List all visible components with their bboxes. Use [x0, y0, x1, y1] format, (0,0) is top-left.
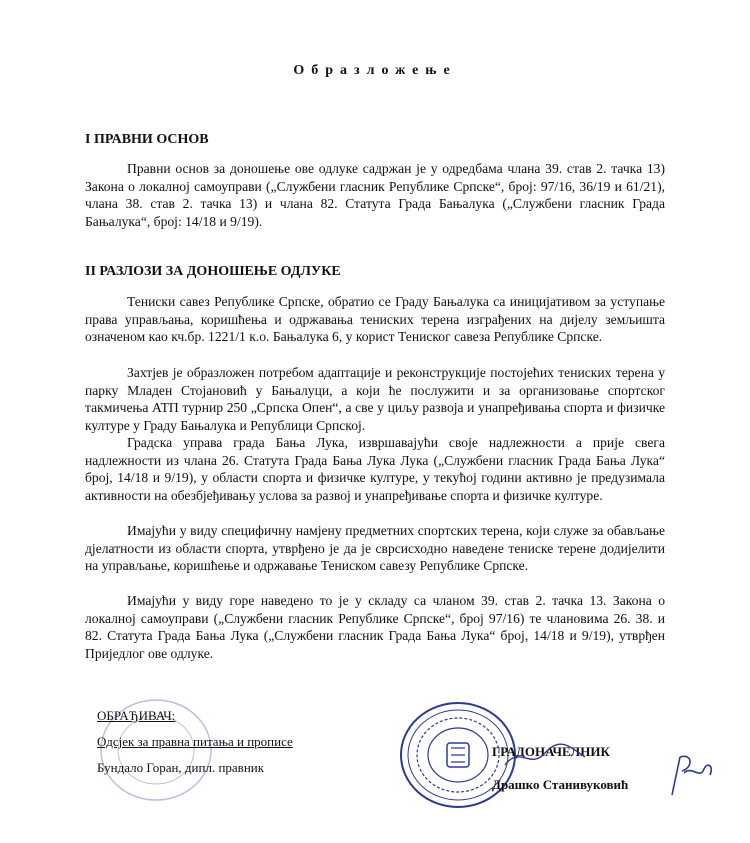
preparer-name: Бундало Горан, дипл. правник: [97, 760, 265, 775]
section-2-paragraph-2: Захтјев је образложен потребом адаптације и реконструкције постојећих тениских терена у парку Младен Стојановић у Бањалуци, а који ће послужити и за организовање спортског такмичења АТП турнир 250 „Српска Опен“, а све у циљу развоја и унапређивања спорта и физичке културе у Граду Бањалука и Републици Српској.: [85, 365, 665, 433]
mayor-role: ГРАДОНАЧЕЛНИК: [492, 744, 610, 759]
section-2-paragraph-3: Градска управа града Бања Лука, извршавајући своје надлежности а прије свега надлежности из члана 26. Статута Града Бања Лука Лука („Службени гласник Града Бања Лука“ број, 14/18 и 9/19), у области спорта и физичке културе, у текућој години активно је предузимала активности на обезбјеђивању услова за развој и унапређивање спорта и физичке културе.: [85, 435, 665, 503]
document-title: Образложење: [293, 63, 457, 78]
section-2-paragraph-5: Имајући у виду горе наведено то је у складу са чланом 39. став 2. тачка 13. Закона о локалној самоуправи („Службени гласник Републике Српске“, број 97/16) те члановима 26. 38. и 82. Статута Града Бања Лука („Службени гласник Града Бања Лука“ број, 14/18 и 9/19), утврђен Приједлог ове одлуке.: [85, 593, 665, 661]
section-2-heading: II РАЗЛОЗИ ЗА ДОНОШЕЊЕ ОДЛУКЕ: [85, 264, 341, 279]
section-1-paragraph: Правни основ за доношење ове одлуке садржан је у одредбама члана 39. став 2. тачка 13) Закона о локалној самоуправи („Службени гласник Републике Српске“, број: 97/16, 36/19 и 61/21), члана 38. став 2. тачка 13) и члана 82. Статута Града Бањалука („Службени гласник Града Бањалука“, број: 14/18 и 9/19).: [85, 161, 665, 229]
mayor-name: Драшко Станивуковић: [492, 777, 629, 792]
section-1-heading: I ПРАВНИ ОСНОВ: [85, 132, 209, 147]
section-2-paragraph-1: Тениски савез Републике Српске, обратио се Граду Бањалука са иницијативом за уступање права управљања, коришћења и одржавања тениских терена изграђених на дијелу земљишта означеном као кч.бр. 1221/1 к.о. Бањалука 6, у корист Тениског савеза Републике Српске.: [85, 294, 665, 345]
preparer-role: ОБРАЂИВАЧ:: [97, 708, 176, 723]
handwritten-signature-image: [662, 745, 722, 805]
section-2-paragraph-4: Имајући у виду специфичну намјену предметних спортских терена, који служе за обављање дјелатности из области спорта, утврђено је да је сврсисходно наведене тениске терене додијелити на управљање, коришћење и одржавање Тениском савезу Републике Српске.: [85, 523, 665, 574]
signature-scribble-image: [500, 735, 590, 775]
preparer-unit: Одсјек за правна питања и прописе: [97, 734, 293, 749]
preparer-block: [97, 703, 293, 781]
